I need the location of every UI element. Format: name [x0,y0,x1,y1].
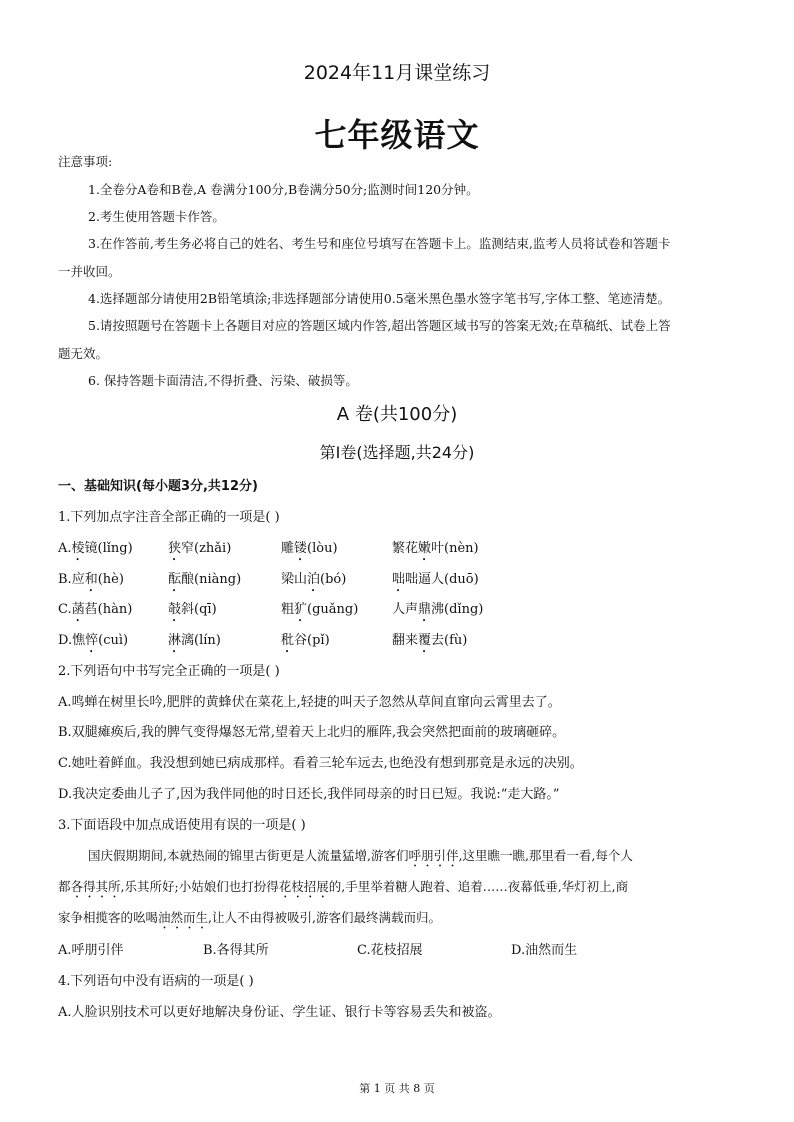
word-text: 翻来 [392,633,419,648]
question-2-option-b: B.双腿瘫痪后,我的脾气变得爆怒无常,望着天上北归的雁阵,我会突然把面前的玻璃砸碎。 [58,725,566,740]
word-pinyin: (bó) [320,572,347,587]
word-text: 雕 [281,541,295,556]
word-pinyin: 叶(nèn) [431,541,479,556]
question-2-option-d: D.我决定委曲儿子了,因为我伴同他的时日还长,我伴同母亲的时日已短。我说:“走大路。” [58,787,560,802]
question-1-option-item [168,629,221,656]
dotted-idiom: 各得其所 [70,879,121,894]
dotted-character: 狭 [168,541,182,556]
question-1-option-item [392,537,479,564]
option-letter: B. [58,572,72,587]
question-4-stem: 4.下列语句中没有语病的一项是( ) [58,974,254,989]
question-1-stem: 1.下列加点字注音全部正确的一项是( ) [58,510,280,525]
dotted-character: 泊 [307,572,321,587]
dotted-character: 菡 [71,602,85,617]
word-pinyin: 漓(lín) [181,633,221,648]
passage-text: 国庆假期期间,本就热闹的锦里古街更是人流量猛增,游客们 [88,848,409,863]
question-3-option-c: C.花枝招展 [357,943,423,958]
question-3-passage-line2 [58,877,628,901]
word-pinyin: (cuì) [98,633,129,648]
word-pinyin: 去(fù) [431,633,468,648]
note-4: 4.选择题部分请使用2B铅笔填涂;非选择题部分请使用0.5毫米黑色墨水签字笔书写,字体工整、笔迹清楚。 [88,291,671,306]
note-5-line1: 5.请按照题号在答题卡上各题目对应的答题区域内作答,超出答题区域书写的答案无效;在草稿纸、试卷上答 [88,318,671,333]
dotted-character: 秕 [281,633,295,648]
question-2-option-c: C.她吐着鲜血。我没想到她已病成那样。看着三轮车远去,也绝没有想到那竟是永远的决别。 [58,756,583,771]
word-pinyin: 萏(hàn) [84,602,133,617]
note-1: 1.全卷分A卷和B卷,A 卷满分100分,B卷满分50分;监测时间120分钟。 [88,182,479,197]
word-text: 繁花 [392,541,419,556]
word-text: 粗 [281,602,295,617]
section-a-heading: A 卷(共100分) [336,404,458,425]
word-pinyin: 沸(dǐng) [431,602,484,617]
dotted-character: 嫩 [418,541,432,556]
dotted-idiom: 花枝招展 [278,879,329,894]
word-text: 梁山 [281,572,308,587]
question-1-option-item [58,537,133,564]
question-1-option-item [281,629,330,656]
word-pinyin: 镜(lǐng) [84,541,133,556]
dotted-character: 酝 [168,572,182,587]
dotted-character: 和 [84,572,98,587]
dotted-character: 攲 [168,602,182,617]
question-3-passage-line3 [58,908,441,932]
question-1-option-item [168,537,231,564]
note-5-line2: 题无效。 [58,346,109,361]
passage-text: ,这里瞧一瞧,那里看一看,每个人 [458,848,633,863]
dotted-character: 悴 [85,633,99,648]
question-3-passage-line1 [88,846,633,870]
word-pinyin: 窄(zhǎi) [181,541,232,556]
part-1-heading: 第Ⅰ卷(选择题,共24分) [319,443,475,462]
passage-text: 的,手里举着糖人跑着、追着……夜幕低垂,华灯初上,商 [328,879,629,894]
note-3-line2: 一并收回。 [58,264,121,279]
basic-knowledge-heading: 一、基础知识(每小题3分,共12分) [58,479,258,494]
word-text: 人声 [392,602,419,617]
exam-title: 七年级语文 [314,116,480,154]
exam-header: 2024年11月课堂练习 [303,62,491,84]
question-1-option-item [168,598,217,625]
question-2-option-a: A.鸣蝉在树里长吟,肥胖的黄蜂伏在菜花上,轻捷的叫天子忽然从草间直窜向云霄里去了。 [58,695,561,710]
passage-text: ,乐其所好;小姑娘们也打扮得 [120,879,279,894]
page-footer: 第 1 页 共 8 页 [359,1082,435,1095]
option-letter: D. [58,633,73,648]
question-4-option-a: A.人脸识别技术可以更好地解决身份证、学生证、银行卡等容易丢失和被盗。 [58,1005,501,1020]
question-3-option-b: B.各得其所 [203,943,269,958]
note-6: 6. 保持答题卡面清洁,不得折叠、污染、破损等。 [88,373,358,388]
dotted-character: 棱 [71,541,85,556]
question-1-option-item [168,568,241,595]
question-1-option-item [58,598,132,625]
notes-heading: 注意事项: [58,154,113,169]
word-pinyin: (hè) [97,572,124,587]
word-pinyin: 咄逼人(duō) [405,572,479,587]
option-letter: C. [58,602,72,617]
passage-text: ,让人不由得被吸引,游客们最终满载而归。 [208,910,441,925]
word-text: 憔 [72,633,86,648]
dotted-character: 犷 [294,602,308,617]
question-2-stem: 2.下列语句中书写完全正确的一项是( ) [58,664,280,679]
question-1-option-item [58,568,124,595]
passage-text: 家争相揽客的吆喝 [58,910,159,925]
dotted-character: 覆 [418,633,432,648]
question-1-option-item [281,568,346,595]
word-pinyin: 谷(pǐ) [294,633,330,648]
word-pinyin: (lòu) [307,541,338,556]
dotted-idiom: 呼朋引伴 [408,848,459,863]
question-3-option-a: A.呼朋引伴 [58,943,124,958]
question-1-option-item [392,568,479,595]
question-1-option-item [392,629,467,656]
note-3-line1: 3.在作答前,考生务必将自己的姓名、考生号和座位号填写在答题卡上。监测结束,监考人员将试卷和答题卡 [88,236,671,251]
question-1-option-item [58,629,128,656]
word-pinyin: 斜(qī) [181,602,217,617]
question-1-option-item [392,598,483,625]
dotted-character: 淋 [168,633,182,648]
note-2: 2.考生使用答题卡作答。 [88,209,225,224]
passage-text: 都 [58,879,71,894]
dotted-idiom: 油然而生 [158,910,209,925]
question-3-option-d: D.油然而生 [511,943,578,958]
dotted-character: 鼎 [418,602,432,617]
question-3-stem: 3.下面语段中加点成语使用有误的一项是( ) [58,818,306,833]
word-text: 应 [71,572,85,587]
word-pinyin: 酿(niàng) [181,572,242,587]
dotted-character: 镂 [294,541,308,556]
question-1-option-item [281,598,358,625]
question-1-option-item [281,537,338,564]
word-pinyin: (guǎng) [307,602,359,617]
dotted-character: 咄 [392,572,406,587]
option-letter: A. [58,541,72,556]
